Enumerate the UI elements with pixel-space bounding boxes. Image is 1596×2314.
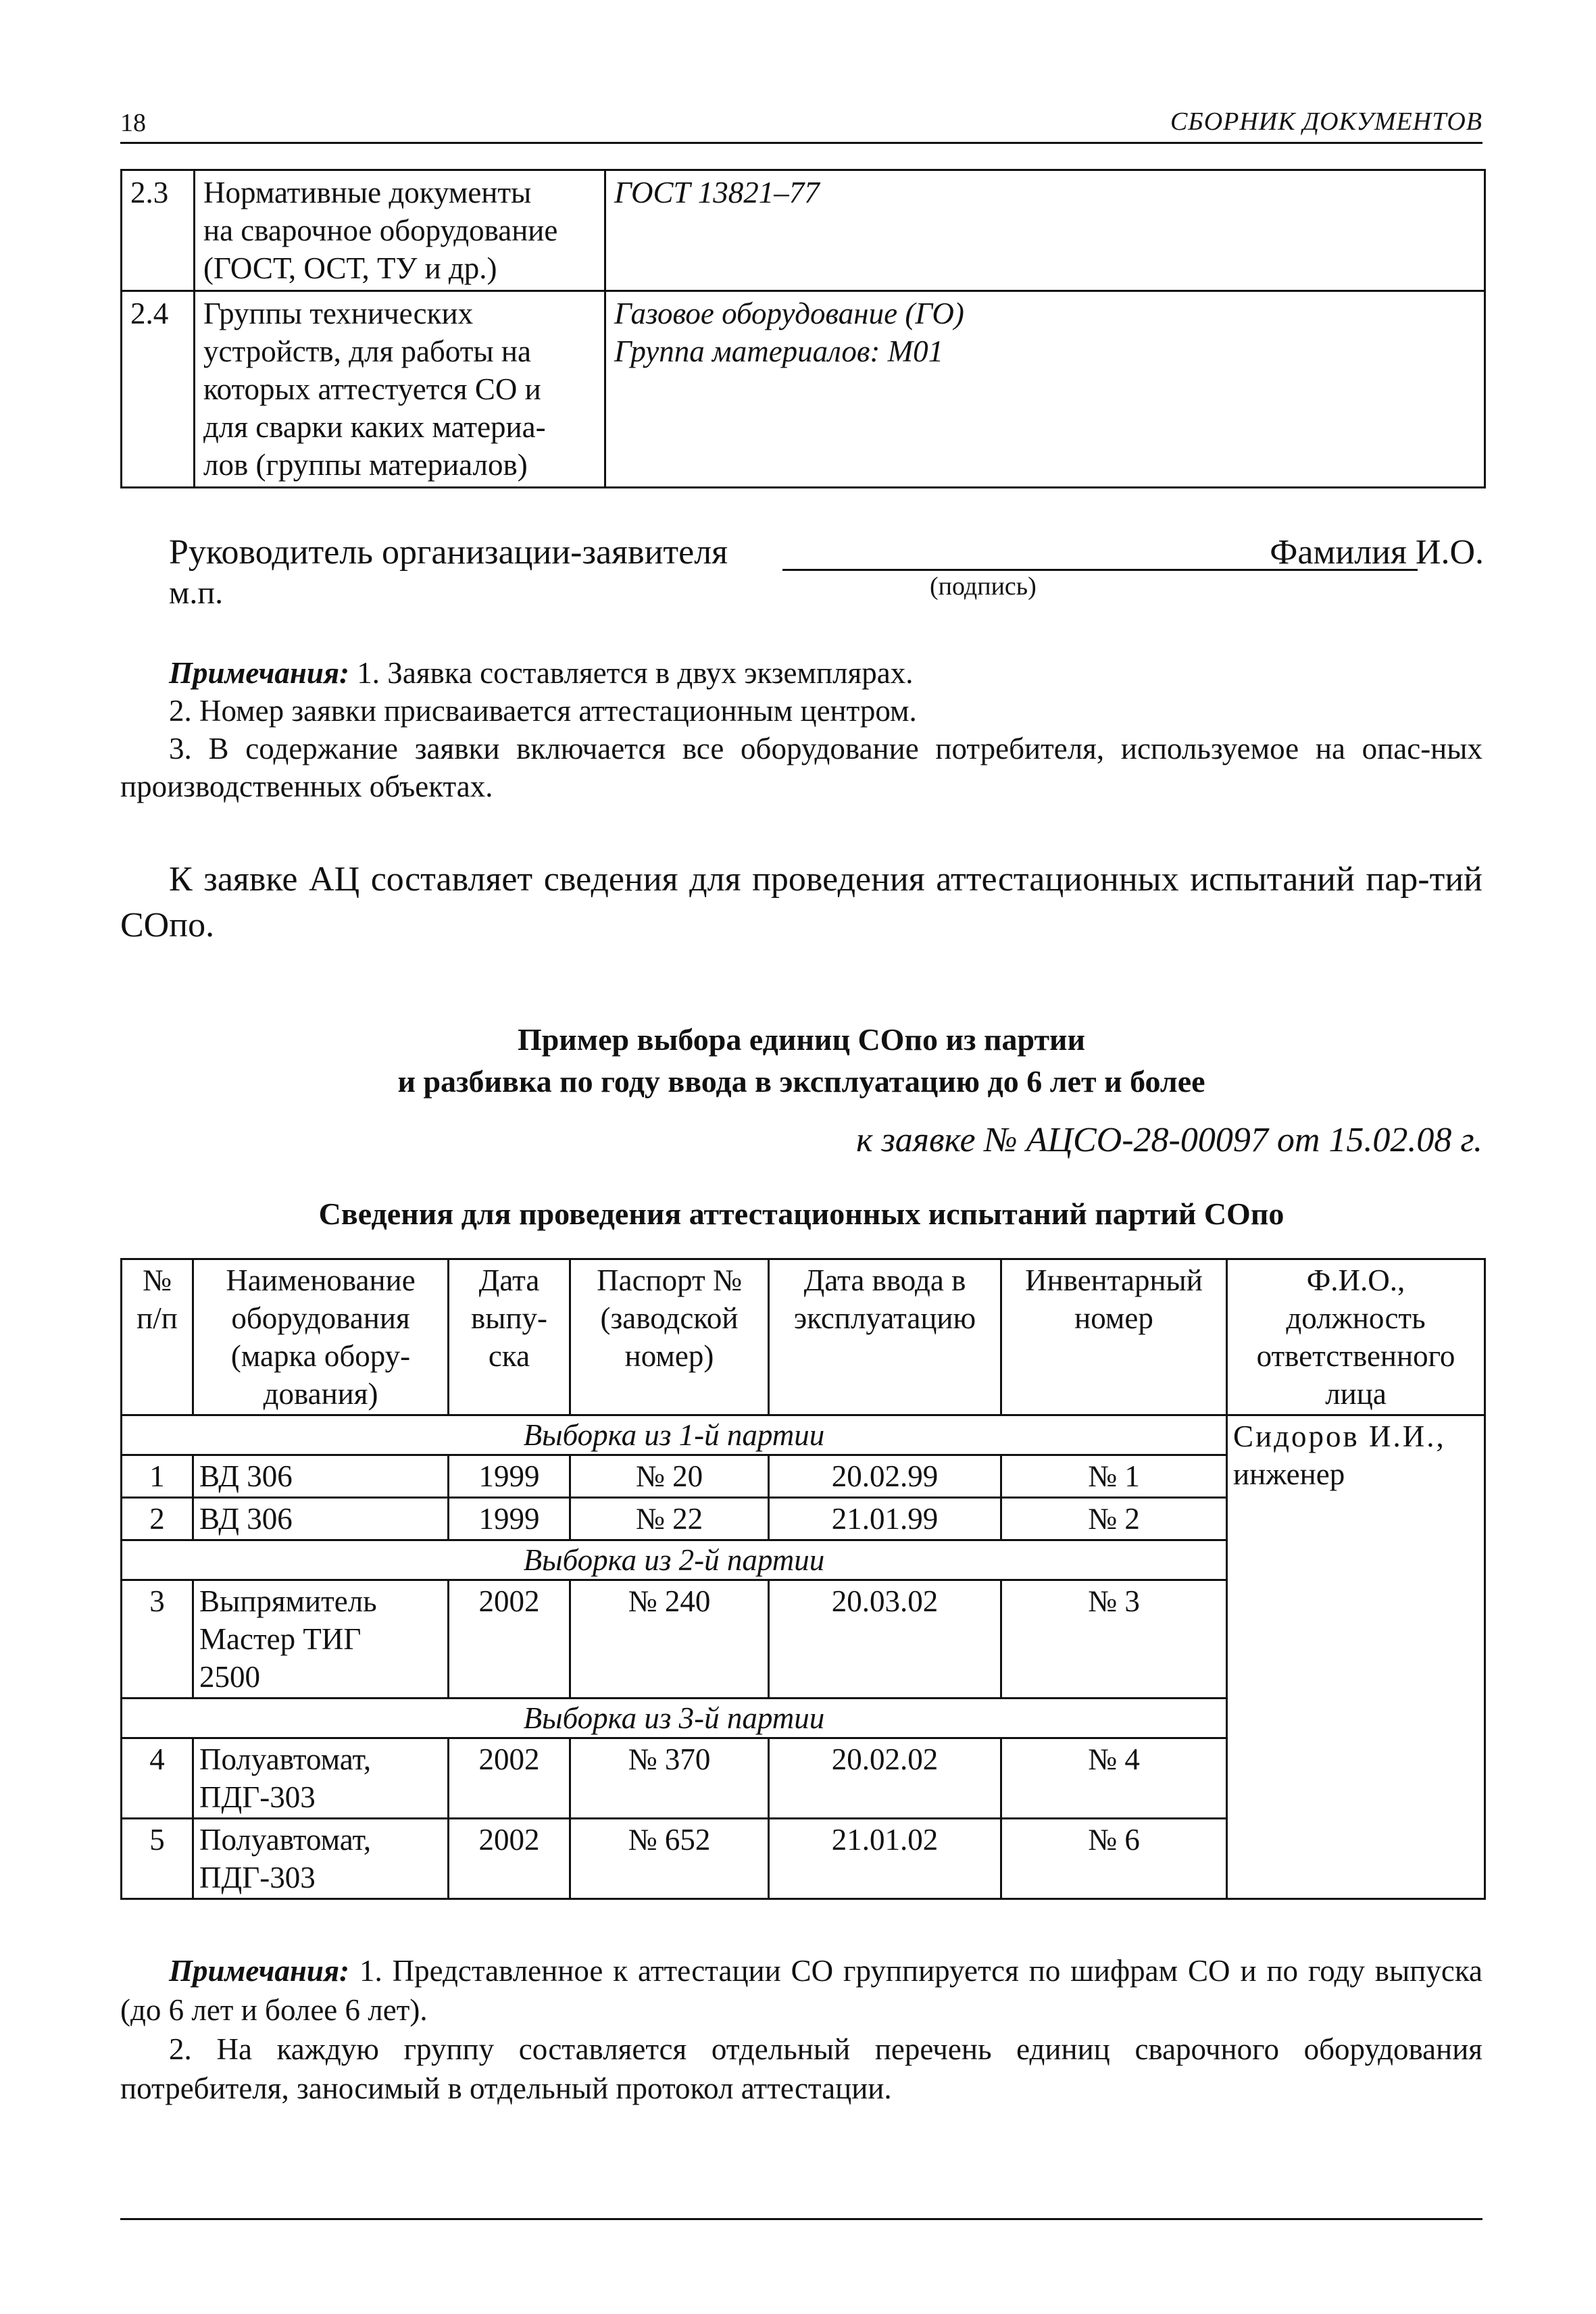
notes-heading: Примечания: xyxy=(169,1954,350,1988)
label-line: Нормативные документы xyxy=(203,176,532,209)
name-line: 2500 xyxy=(199,1660,260,1694)
cell-passport: № 240 xyxy=(570,1580,769,1699)
cell-num: 1 xyxy=(122,1455,193,1498)
header-rule xyxy=(120,142,1482,144)
row-number: 2.3 xyxy=(122,170,195,291)
responsible-line: Сидоров И.И., xyxy=(1233,1419,1446,1453)
note-item: 2. Номер заявки присваивается аттестационным центром. xyxy=(169,694,917,728)
header-line: Дата xyxy=(478,1263,540,1297)
cell-date-in: 21.01.02 xyxy=(769,1819,1001,1899)
units-table xyxy=(120,1258,1486,1900)
cell-name xyxy=(193,1738,449,1819)
header-line: номер) xyxy=(624,1339,714,1373)
label-line: лов (группы материалов) xyxy=(203,448,528,482)
group-title: Выборка из 2-й партии xyxy=(122,1540,1227,1580)
header-line: ответственного xyxy=(1256,1339,1455,1373)
cell-year: 1999 xyxy=(449,1498,570,1540)
footer-rule xyxy=(120,2218,1482,2220)
cell-date-in: 20.02.99 xyxy=(769,1455,1001,1498)
name-line: Полуавтомат, xyxy=(199,1823,372,1857)
note-item: 1. Представленное к аттестации СО группируется по шифрам СО и по году выпуска (до 6 лет и более 6 лет). xyxy=(120,1954,1482,2027)
name-line: ПДГ-303 xyxy=(199,1861,316,1894)
intro-text: К заявке АЦ составляет сведения для проведения аттестационных испытаний пар-тий СОпо. xyxy=(120,860,1482,945)
group-title: Выборка из 1-й партии xyxy=(122,1415,1227,1455)
header-num xyxy=(122,1259,193,1415)
header-line: п/п xyxy=(136,1301,178,1335)
cell-passport: № 20 xyxy=(570,1455,769,1498)
header-line: ска xyxy=(488,1339,530,1373)
cell-year: 2002 xyxy=(449,1738,570,1819)
header-line: оборудования xyxy=(231,1301,410,1335)
cell-name: ВД 306 xyxy=(193,1455,449,1498)
name-line: Выпрямитель xyxy=(199,1584,377,1618)
cell-date-in: 20.02.02 xyxy=(769,1738,1001,1819)
signature-row xyxy=(169,532,1484,573)
header-line: Паспорт № xyxy=(597,1263,742,1297)
responsible-person xyxy=(1227,1415,1485,1899)
cell-inventory: № 4 xyxy=(1001,1738,1227,1819)
header-line: должность xyxy=(1286,1301,1426,1335)
cell-name xyxy=(193,1580,449,1699)
cell-passport: № 370 xyxy=(570,1738,769,1819)
signatory-name: Фамилия И.О. xyxy=(1270,533,1484,572)
header-line: Дата ввода в xyxy=(803,1263,966,1297)
group-row xyxy=(122,1415,1485,1455)
label-line: для сварки каких материа- xyxy=(203,410,546,444)
cell-year: 1999 xyxy=(449,1455,570,1498)
header-name xyxy=(193,1259,449,1415)
signature-label: Руководитель организации-заявителя xyxy=(169,533,728,572)
note-item: 2. На каждую группу составляется отдельный перечень единиц сварочного оборудования потребителя, заносимый в отдельный протокол аттестации. xyxy=(120,2032,1482,2105)
row-label xyxy=(195,170,605,291)
notes-block-2 xyxy=(120,1951,1482,2108)
cell-year: 2002 xyxy=(449,1819,570,1899)
row-value xyxy=(605,170,1485,291)
example-title-line: Пример выбора единиц СОпо из партии xyxy=(517,1022,1086,1057)
label-line: на сварочное оборудование xyxy=(203,213,558,247)
cell-inventory: № 1 xyxy=(1001,1455,1227,1498)
note-item: 3. В содержание заявки включается все оборудование потребителя, используемое на опас-ных производственных объектах. xyxy=(120,732,1482,803)
value-line: ГОСТ 13821–77 xyxy=(614,176,820,209)
header-passport xyxy=(570,1259,769,1415)
value-line: Группа материалов: М01 xyxy=(614,334,944,368)
header-person xyxy=(1227,1259,1485,1415)
note-item: 1. Заявка составляется в двух экземплярах. xyxy=(357,656,914,690)
label-line: которых аттестуется СО и xyxy=(203,372,541,406)
header-line: Наименование xyxy=(226,1263,416,1297)
name-line: ПДГ-303 xyxy=(199,1780,316,1814)
label-line: Группы технических xyxy=(203,297,474,330)
cell-name xyxy=(193,1819,449,1899)
notes-block-1 xyxy=(120,654,1482,805)
name-line: Полуавтомат, xyxy=(199,1742,372,1776)
cell-date-in: 20.03.02 xyxy=(769,1580,1001,1699)
stamp-place: м.п. xyxy=(169,575,224,611)
header-line: Инвентарный xyxy=(1025,1263,1203,1297)
cell-year: 2002 xyxy=(449,1580,570,1699)
row-label xyxy=(195,291,605,488)
header-date-made xyxy=(449,1259,570,1415)
responsible-line: инженер xyxy=(1233,1457,1345,1491)
cell-num: 3 xyxy=(122,1580,193,1699)
group-title: Выборка из 3-й партии xyxy=(122,1699,1227,1738)
header-inventory xyxy=(1001,1259,1227,1415)
cell-inventory: № 2 xyxy=(1001,1498,1227,1540)
table-title: Сведения для проведения аттестационных испытаний партий СОпо xyxy=(318,1197,1285,1231)
header-line: (заводской xyxy=(600,1301,739,1335)
running-title: СБОРНИК ДОКУМЕНТОВ xyxy=(1170,107,1482,136)
example-title xyxy=(120,1019,1482,1103)
row-value xyxy=(605,291,1485,488)
cell-num: 5 xyxy=(122,1819,193,1899)
header-line: эксплуатацию xyxy=(793,1301,976,1335)
cell-name: ВД 306 xyxy=(193,1498,449,1540)
cell-passport: № 652 xyxy=(570,1819,769,1899)
header-date-in xyxy=(769,1259,1001,1415)
reference-line: к заявке № АЦСО-28-00097 от 15.02.08 г. xyxy=(856,1121,1482,1159)
header-line: выпу- xyxy=(470,1301,548,1335)
label-line: устройств, для работы на xyxy=(203,334,531,368)
header-line: номер xyxy=(1074,1301,1153,1335)
cell-passport: № 22 xyxy=(570,1498,769,1540)
notes-heading: Примечания: xyxy=(169,656,350,690)
page-number: 18 xyxy=(120,109,146,137)
cell-num: 2 xyxy=(122,1498,193,1540)
cell-inventory: № 3 xyxy=(1001,1580,1227,1699)
cell-inventory: № 6 xyxy=(1001,1819,1227,1899)
value-line: Газовое оборудование (ГО) xyxy=(614,297,964,330)
example-title-line: и разбивка по году ввода в эксплуатацию до 6 лет и более xyxy=(397,1064,1205,1099)
header-line: дования) xyxy=(263,1377,378,1411)
name-line: Мастер ТИГ xyxy=(199,1622,361,1656)
form-table xyxy=(120,169,1486,488)
cell-date-in: 21.01.99 xyxy=(769,1498,1001,1540)
header-line: лица xyxy=(1325,1377,1387,1411)
intro-paragraph xyxy=(120,857,1482,949)
signature-caption: (подпись) xyxy=(930,572,1037,601)
header-line: № xyxy=(143,1263,172,1297)
cell-num: 4 xyxy=(122,1738,193,1819)
header-line: (марка обору- xyxy=(230,1339,411,1373)
table-row xyxy=(122,170,1485,291)
row-number: 2.4 xyxy=(122,291,195,488)
table-row xyxy=(122,291,1485,488)
label-line: (ГОСТ, ОСТ, ТУ и др.) xyxy=(203,251,497,285)
header-line: Ф.И.О., xyxy=(1306,1263,1405,1297)
table-header-row xyxy=(122,1259,1485,1415)
